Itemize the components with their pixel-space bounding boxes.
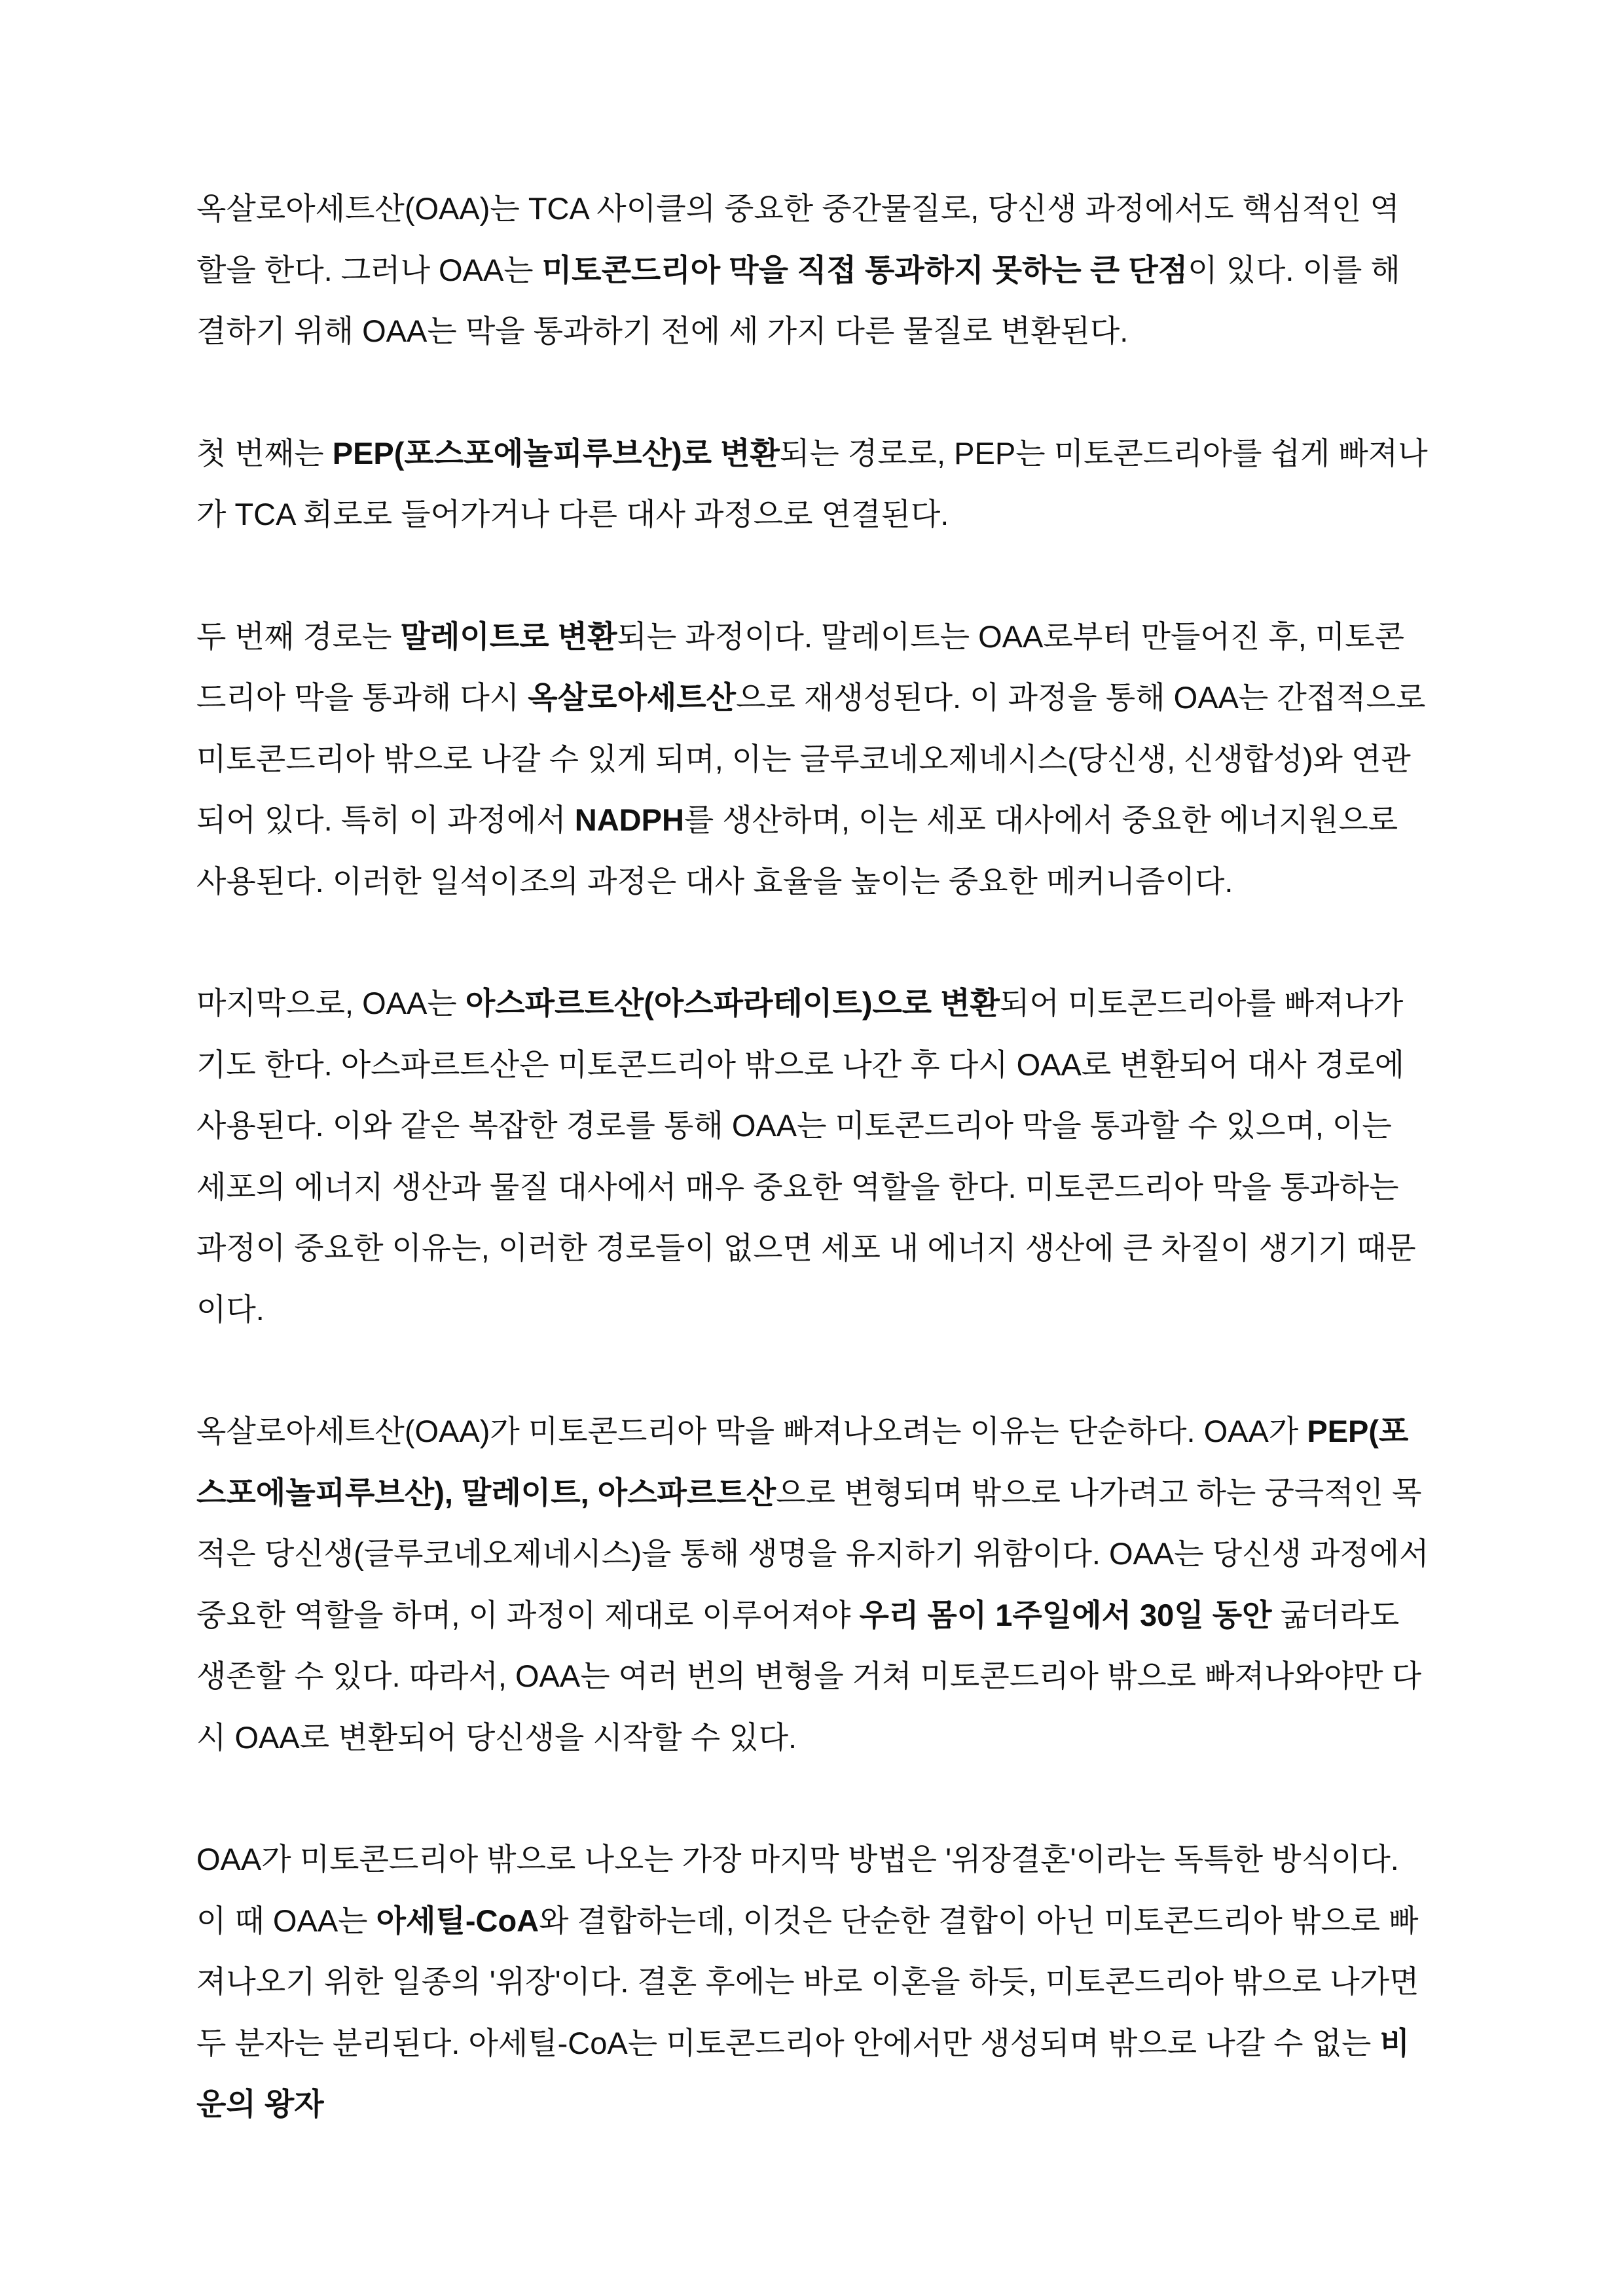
paragraph <box>196 973 1429 1340</box>
text-run: 으로 변형되며 밖으로 나가려고 하는 궁극적인 목적은 당신생(글루코네오제네시스)을 통해 생명을 유지하기 위함이다. OAA는 당신생 과정에서 중요한 역할을 하며, 이 과정이 제대로 이루어져야 <box>196 1475 1429 1632</box>
text-run: 되어 미토콘드리아를 빠져나가기도 한다. 아스파르트산은 미토콘드리아 밖으로 나간 후 다시 OAA로 변환되어 대사 경로에 사용된다. 이와 같은 복잡한 경로를 통해 OAA는 미토콘드리아 막을 통과할 수 있으며, 이는 세포의 에너지 생산과 물질 대사에서 매우 중요한 역할을 한다. 미토콘드리아 막을 통과하는 과정이 중요한 이유는, 이러한 경로들이 없으면 세포 내 에너지 생산에 큰 차질이 생기기 때문이다. <box>196 986 1416 1327</box>
paragraph <box>196 1829 1429 2135</box>
text-run: 옥살로아세트산(OAA)가 미토콘드리아 막을 빠져나오려는 이유는 단순하다. OAA가 <box>196 1414 1307 1448</box>
text-run: 되는 경로로, PEP는 미토콘드리아를 쉽게 빠져나가 TCA 회로로 들어가거나 다른 대사 과정으로 연결된다. <box>196 435 1428 531</box>
text-run: 옥살로아세트산(OAA)는 TCA 사이클의 중요한 중간물질로, 당신생 과정에서도 핵심적인 역할을 한다. 그러나 OAA는 <box>196 191 1400 287</box>
bold-text-run: 아스파르트산(아스파라테이트)으로 변환 <box>465 986 1000 1020</box>
paragraph <box>196 423 1429 545</box>
bold-text-run: 아세틸-CoA <box>376 1903 539 1938</box>
bold-text-run: PEP(포스포에놀피루브산)로 변환 <box>332 435 780 471</box>
bold-text-run: PEP(포스포에놀피루브산), 말레이트, 아스파르트산 <box>196 1414 1409 1510</box>
bold-text-run: 말레이트로 변환 <box>400 619 617 654</box>
bold-text-run: NADPH <box>574 802 684 837</box>
text-run: 를 생산하며, 이는 세포 대사에서 중요한 에너지원으로 사용된다. 이러한 일석이조의 과정은 대사 효율을 높이는 중요한 메커니즘이다. <box>196 802 1398 899</box>
text-run: OAA가 미토콘드리아 밖으로 나오는 가장 마지막 방법은 '위장결혼'이라는 독특한 방식이다. 이 때 OAA는 <box>196 1842 1399 1938</box>
document-body <box>196 178 1429 2135</box>
text-run: 이 있다. 이를 해결하기 위해 OAA는 막을 통과하기 전에 세 가지 다른 물질로 변환된다. <box>196 252 1400 348</box>
text-run: 첫 번째는 <box>196 435 333 471</box>
paragraph <box>196 606 1429 912</box>
text-run: 두 번째 경로는 <box>196 619 401 654</box>
bold-text-run: 우리 몸이 1주일에서 30일 동안 <box>859 1597 1272 1632</box>
bold-text-run: 옥살로아세트산 <box>528 680 737 715</box>
text-run: 되는 과정이다. 말레이트는 OAA로부터 만들어진 후, 미토콘드리아 막을 통과해 다시 <box>196 619 1405 715</box>
text-run: 와 결합하는데, 이것은 단순한 결합이 아닌 미토콘드리아 밖으로 빠져나오기 위한 일종의 '위장'이다. 결혼 후에는 바로 이혼을 하듯, 미토콘드리아 밖으로 나가면 두 분자는 분리된다. 아세틸-CoA는 미토콘드리아 안에서만 생성되며 밖으로 나갈 수 없는 <box>196 1903 1419 2060</box>
bold-text-run: 비운의 왕자 <box>196 2025 1410 2121</box>
paragraph <box>196 1401 1429 1768</box>
bold-text-run: 미토콘드리아 막을 직접 통과하지 못하는 큰 단점 <box>541 252 1188 287</box>
text-run: 마지막으로, OAA는 <box>196 986 465 1020</box>
text-run: 으로 재생성된다. 이 과정을 통해 OAA는 간접적으로 미토콘드리아 밖으로 나갈 수 있게 되며, 이는 글루코네오제네시스(당신생, 신생합성)와 연관되어 있다. 특히 이 과정에서 <box>196 680 1426 837</box>
paragraph <box>196 178 1429 362</box>
text-run: 굶더라도 생존할 수 있다. 따라서, OAA는 여러 번의 변형을 거쳐 미토콘드리아 밖으로 빠져나와야만 다시 OAA로 변환되어 당신생을 시작할 수 있다. <box>196 1597 1422 1755</box>
